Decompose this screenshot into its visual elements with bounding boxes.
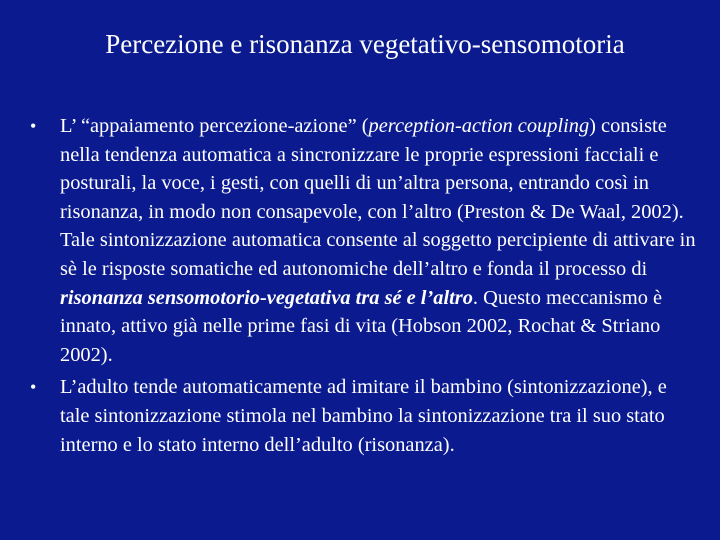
slide-title: Percezione e risonanza vegetativo-sensomotoria	[105, 29, 625, 59]
bullet-1-italic-term: perception-action coupling	[368, 115, 590, 137]
bullet-item-2	[30, 373, 698, 459]
bullet-1-text-part-1: L’ “appaiamento percezione-azione” (	[60, 115, 369, 137]
bullet-1-text-part-3: . Questo meccanismo è innato, attivo già nelle prime fasi di vita (Hobson 2002, Rochat & Striano 2002).	[60, 286, 663, 366]
bullet-1-bolditalic-term: risonanza sensomotorio-vegetativa tra sé e l’altro	[60, 286, 473, 309]
bullet-list	[30, 112, 698, 463]
bullet-marker: •	[30, 377, 37, 398]
bullet-marker: •	[30, 116, 37, 136]
bullet-item-1	[30, 112, 698, 369]
bullet-1-text-part-2: ) consiste nella tendenza automatica a sincronizzare le proprie espressioni facciali e posturali, la voce, i gesti, con quelli di un’altra persona, entrando così in risonanza, in modo non consapevole, con l’altro (Preston & De Waal, 2002). Tale sintonizzazione automatica consente al soggetto percipiente di attivare in sè le risposte somatiche ed autonomiche dell’altro e fonda il processo di	[60, 115, 696, 280]
bullet-2-text: L’adulto tende automaticamente ad imitare il bambino (sintonizzazione), e tale sintonizzazione stimola nel bambino la sintonizzazione tra il suo stato interno e lo stato interno dell’adulto (risonanza).	[60, 376, 667, 456]
